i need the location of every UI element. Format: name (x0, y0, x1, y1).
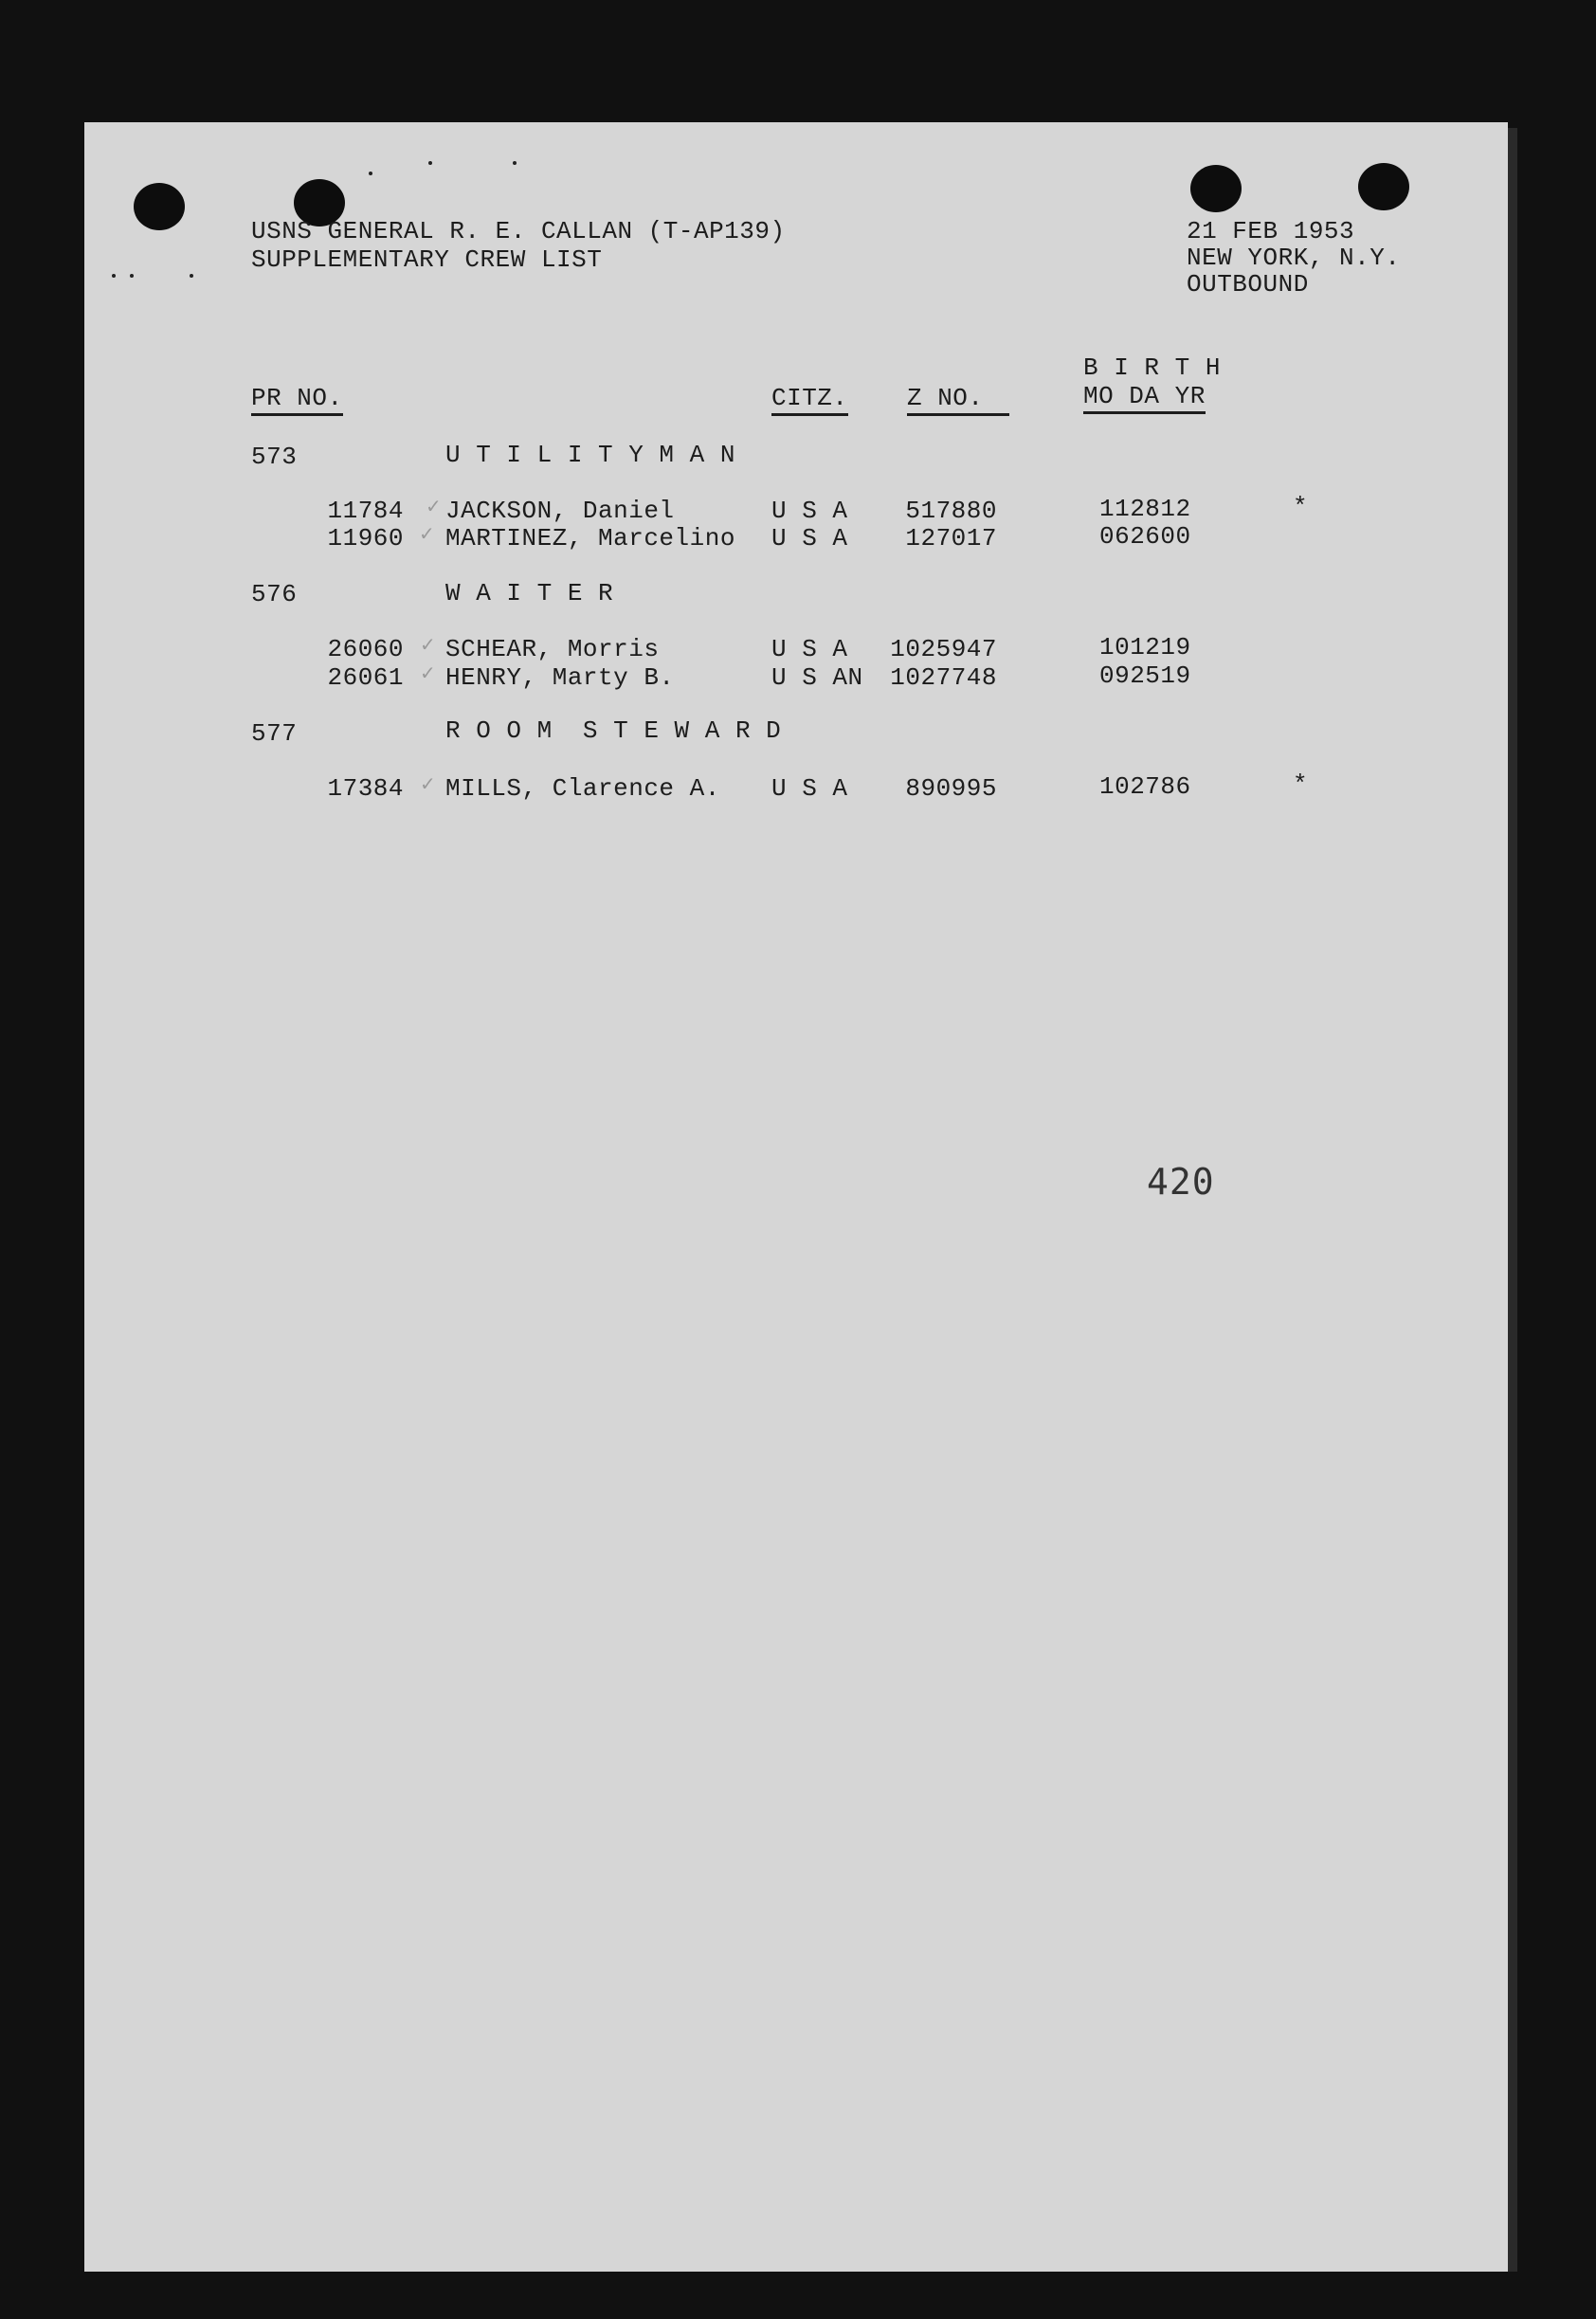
page-number: 420 (1147, 1161, 1215, 1203)
crew-id: 11960 (327, 524, 404, 553)
ship-name: USNS GENERAL R. E. CALLAN (T-AP139) (251, 217, 786, 245)
speck (428, 161, 432, 165)
crew-id: 26061 (327, 663, 404, 692)
direction: OUTBOUND (1187, 270, 1309, 299)
speck (369, 172, 372, 175)
list-title: SUPPLEMENTARY CREW LIST (251, 245, 603, 274)
section-pr-no: 577 (251, 719, 298, 748)
punch-hole-right-1 (1190, 165, 1242, 212)
crew-name: JACKSON, Daniel (445, 497, 675, 525)
speck (112, 274, 116, 278)
crew-citizenship: U S A (771, 635, 848, 663)
asterisk-mark: * (1293, 493, 1308, 521)
crew-id: 26060 (327, 635, 404, 663)
list-date: 21 FEB 1953 (1187, 217, 1355, 245)
crew-z-no: 517880 (905, 497, 997, 525)
crew-citizenship: U S A (771, 524, 848, 553)
document-page (84, 122, 1508, 2272)
section-title: W A I T E R (445, 579, 614, 607)
speck (190, 274, 193, 278)
checkmark-icon: ✓ (419, 522, 435, 545)
column-birth: B I R T H (1083, 353, 1221, 382)
port: NEW YORK, N.Y. (1187, 244, 1401, 272)
punch-hole-left-1 (134, 183, 185, 230)
column-pr-no: PR NO. (251, 384, 343, 416)
page-edge-shadow (1508, 128, 1517, 2272)
crew-citizenship: U S AN (771, 663, 863, 692)
crew-id: 17384 (327, 774, 404, 803)
checkmark-icon: ✓ (420, 633, 436, 656)
crew-birth: 062600 (1099, 522, 1191, 551)
speck (513, 161, 517, 165)
crew-name: SCHEAR, Morris (445, 635, 660, 663)
section-title: R O O M S T E W A R D (445, 716, 782, 745)
column-citz: CITZ. (771, 384, 848, 416)
crew-birth: 101219 (1099, 633, 1191, 661)
checkmark-icon: ✓ (420, 772, 436, 795)
crew-name: MARTINEZ, Marcelino (445, 524, 735, 553)
section-pr-no: 576 (251, 580, 298, 608)
section-pr-no: 573 (251, 443, 298, 471)
crew-birth: 092519 (1099, 661, 1191, 690)
asterisk-mark: * (1293, 770, 1308, 799)
section-title: U T I L I T Y M A N (445, 441, 735, 469)
crew-birth: 112812 (1099, 495, 1191, 523)
crew-citizenship: U S A (771, 497, 848, 525)
crew-id: 11784 (327, 497, 404, 525)
crew-name: HENRY, Marty B. (445, 663, 675, 692)
crew-z-no: 127017 (905, 524, 997, 553)
checkmark-icon: ✓ (420, 661, 436, 684)
crew-z-no: 1025947 (890, 635, 997, 663)
crew-citizenship: U S A (771, 774, 848, 803)
punch-hole-right-2 (1358, 163, 1409, 210)
column-birth-mo-da-yr: MO DA YR (1083, 382, 1206, 414)
column-z-no: Z NO. (907, 384, 1009, 416)
crew-name: MILLS, Clarence A. (445, 774, 720, 803)
crew-z-no: 1027748 (890, 663, 997, 692)
speck (130, 274, 134, 278)
crew-z-no: 890995 (905, 774, 997, 803)
checkmark-icon: ✓ (426, 495, 442, 517)
crew-birth: 102786 (1099, 772, 1191, 801)
